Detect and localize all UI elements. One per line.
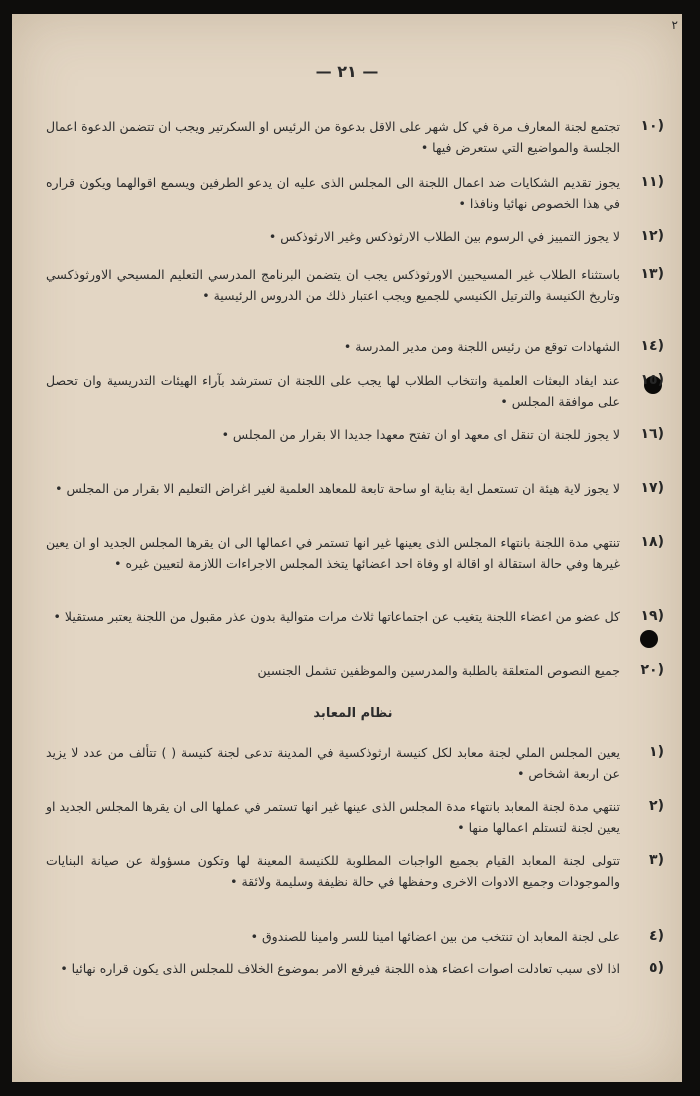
clause-number: ١٨) [640, 534, 664, 550]
clause-number: ١٢) [640, 228, 664, 244]
clause-text: تنتهي مدة لجنة المعابد بانتهاء مدة المجلس الذى عينها غير انها تستمر في عملها الى ان يقرها المجلس الجديد او يعين لجنة لتستلم اعمالها منها • [46, 799, 620, 835]
clause-number: ١٣) [640, 266, 664, 282]
clause-text: تجتمع لجنة المعارف مرة في كل شهر على الاقل بدعوة من الرئيس او السكرتير ويجب ان تتضمن الدعوة اعمال الجلسة والمواضيع التي ستعرض فيها • [46, 119, 620, 155]
clause-number: ٥) [649, 960, 664, 976]
clause-number: ١٠) [640, 118, 664, 134]
temples-regulations [42, 14, 664, 1082]
clause-text: تتولى لجنة المعابد القيام بجميع الواجبات المطلوبة للكنيسة المعينة لها وتكون مسؤولة عن صيانة البنايات والموجودات وجميع الادوات الاخرى وحفظها في حالة نظيفة وسليمة ولائقة • [46, 853, 620, 889]
clause-number: ١٥) [640, 372, 664, 388]
section-heading: نظام المعابد [313, 706, 393, 721]
clause-text: لا يجوز للجنة ان تنقل اى معهد او ان تفتح معهدا جديدا الا بقرار من المجلس • [221, 427, 620, 442]
clause-number: ١٧) [640, 480, 664, 496]
clause-number: ٤) [649, 928, 664, 944]
clause-number: ١) [649, 744, 664, 760]
clause-text: على لجنة المعابد ان تنتخب من بين اعضائها امينا للسر وامينا للصندوق • [250, 929, 620, 944]
temple-clause-1 [42, 742, 664, 784]
clause-text: لا يجوز لاية هيئة ان تستعمل اية بناية او ساحة تابعة للمعاهد العلمية لغير اغراض التعليم الا بقرار من المجلس • [55, 481, 620, 496]
corner-mark: ٢ [671, 18, 678, 32]
clause-number: ٢) [649, 798, 664, 814]
clause-number: ٢٠) [640, 662, 664, 678]
clause-text: جميع النصوص المتعلقة بالطلبة والمدرسين والموظفين تشمل الجنسين [257, 663, 620, 678]
clause-text: باستثناء الطلاب غير المسيحيين الاورثوذكس يجب ان يتضمن البرنامج المدرسي التعليم المسيحي الاورثوذكسي وتاريخ الكنيسة والترتيل الكنيسي للجميع ويجب اعتبار ذلك من الدروس الرئيسية • [46, 267, 620, 303]
clause-text: اذا لاى سبب تعادلت اصوات اعضاء هذه اللجنة فيرفع الامر بموضوع الخلاف للمجلس الذى يكون قراره نهائيا • [60, 961, 620, 976]
clause-number: ١٤) [640, 338, 664, 354]
temple-clause-4 [42, 926, 664, 947]
temple-clause-2 [42, 796, 664, 838]
document-page [12, 14, 682, 1082]
temple-clause-3 [42, 850, 664, 892]
clause-text: الشهادات توقع من رئيس اللجنة ومن مدير المدرسة • [343, 339, 620, 354]
clause-text: لا يجوز التمييز في الرسوم بين الطلاب الارثوذكس وغير الارثوذكس • [268, 229, 620, 244]
clause-number: ١١) [640, 174, 664, 190]
temple-clause-5 [42, 958, 664, 979]
clause-text: تنتهي مدة اللجنة بانتهاء المجلس الذى يعينها غير انها تستمر في اعمالها الى ان يقرها المجلس الجديد او ان يعين غيرها وفي حالة استقالة او اقالة او وفاة احد اعضائها يتخذ المجلس الاجراءات اللازمة لتعيين غيره • [46, 535, 620, 571]
clause-text: عند ايفاد البعثات العلمية وانتخاب الطلاب لها يجب على اللجنة ان تسترشد بآراء الهيئات التدريسية وان تحصل على موافقة المجلس • [46, 373, 620, 409]
clause-number: ٣) [649, 852, 664, 868]
clause-text: كل عضو من اعضاء اللجنة يتغيب عن اجتماعاتها ثلاث مرات متوالية بدون عذر مقبول من اللجنة يعتبر مستقيلا • [53, 609, 620, 624]
clause-number: ١٦) [640, 426, 664, 442]
clause-text: يجوز تقديم الشكايات ضد اعمال اللجنة الى المجلس الذى عليه ان يدعو الطرفين ويسمع اقوالهما ويكون قراره في هذا الخصوص نهائيا ونافذا • [46, 175, 620, 211]
page-number: — ٢١ — [315, 62, 379, 81]
clause-number: ١٩) [640, 608, 664, 624]
clause-text: يعين المجلس الملي لجنة معابد لكل كنيسة ارثوذكسية في المدينة تدعى لجنة كنيسة ( ) تتألف من عدد لا يزيد عن اربعة اشخاص • [46, 745, 620, 781]
